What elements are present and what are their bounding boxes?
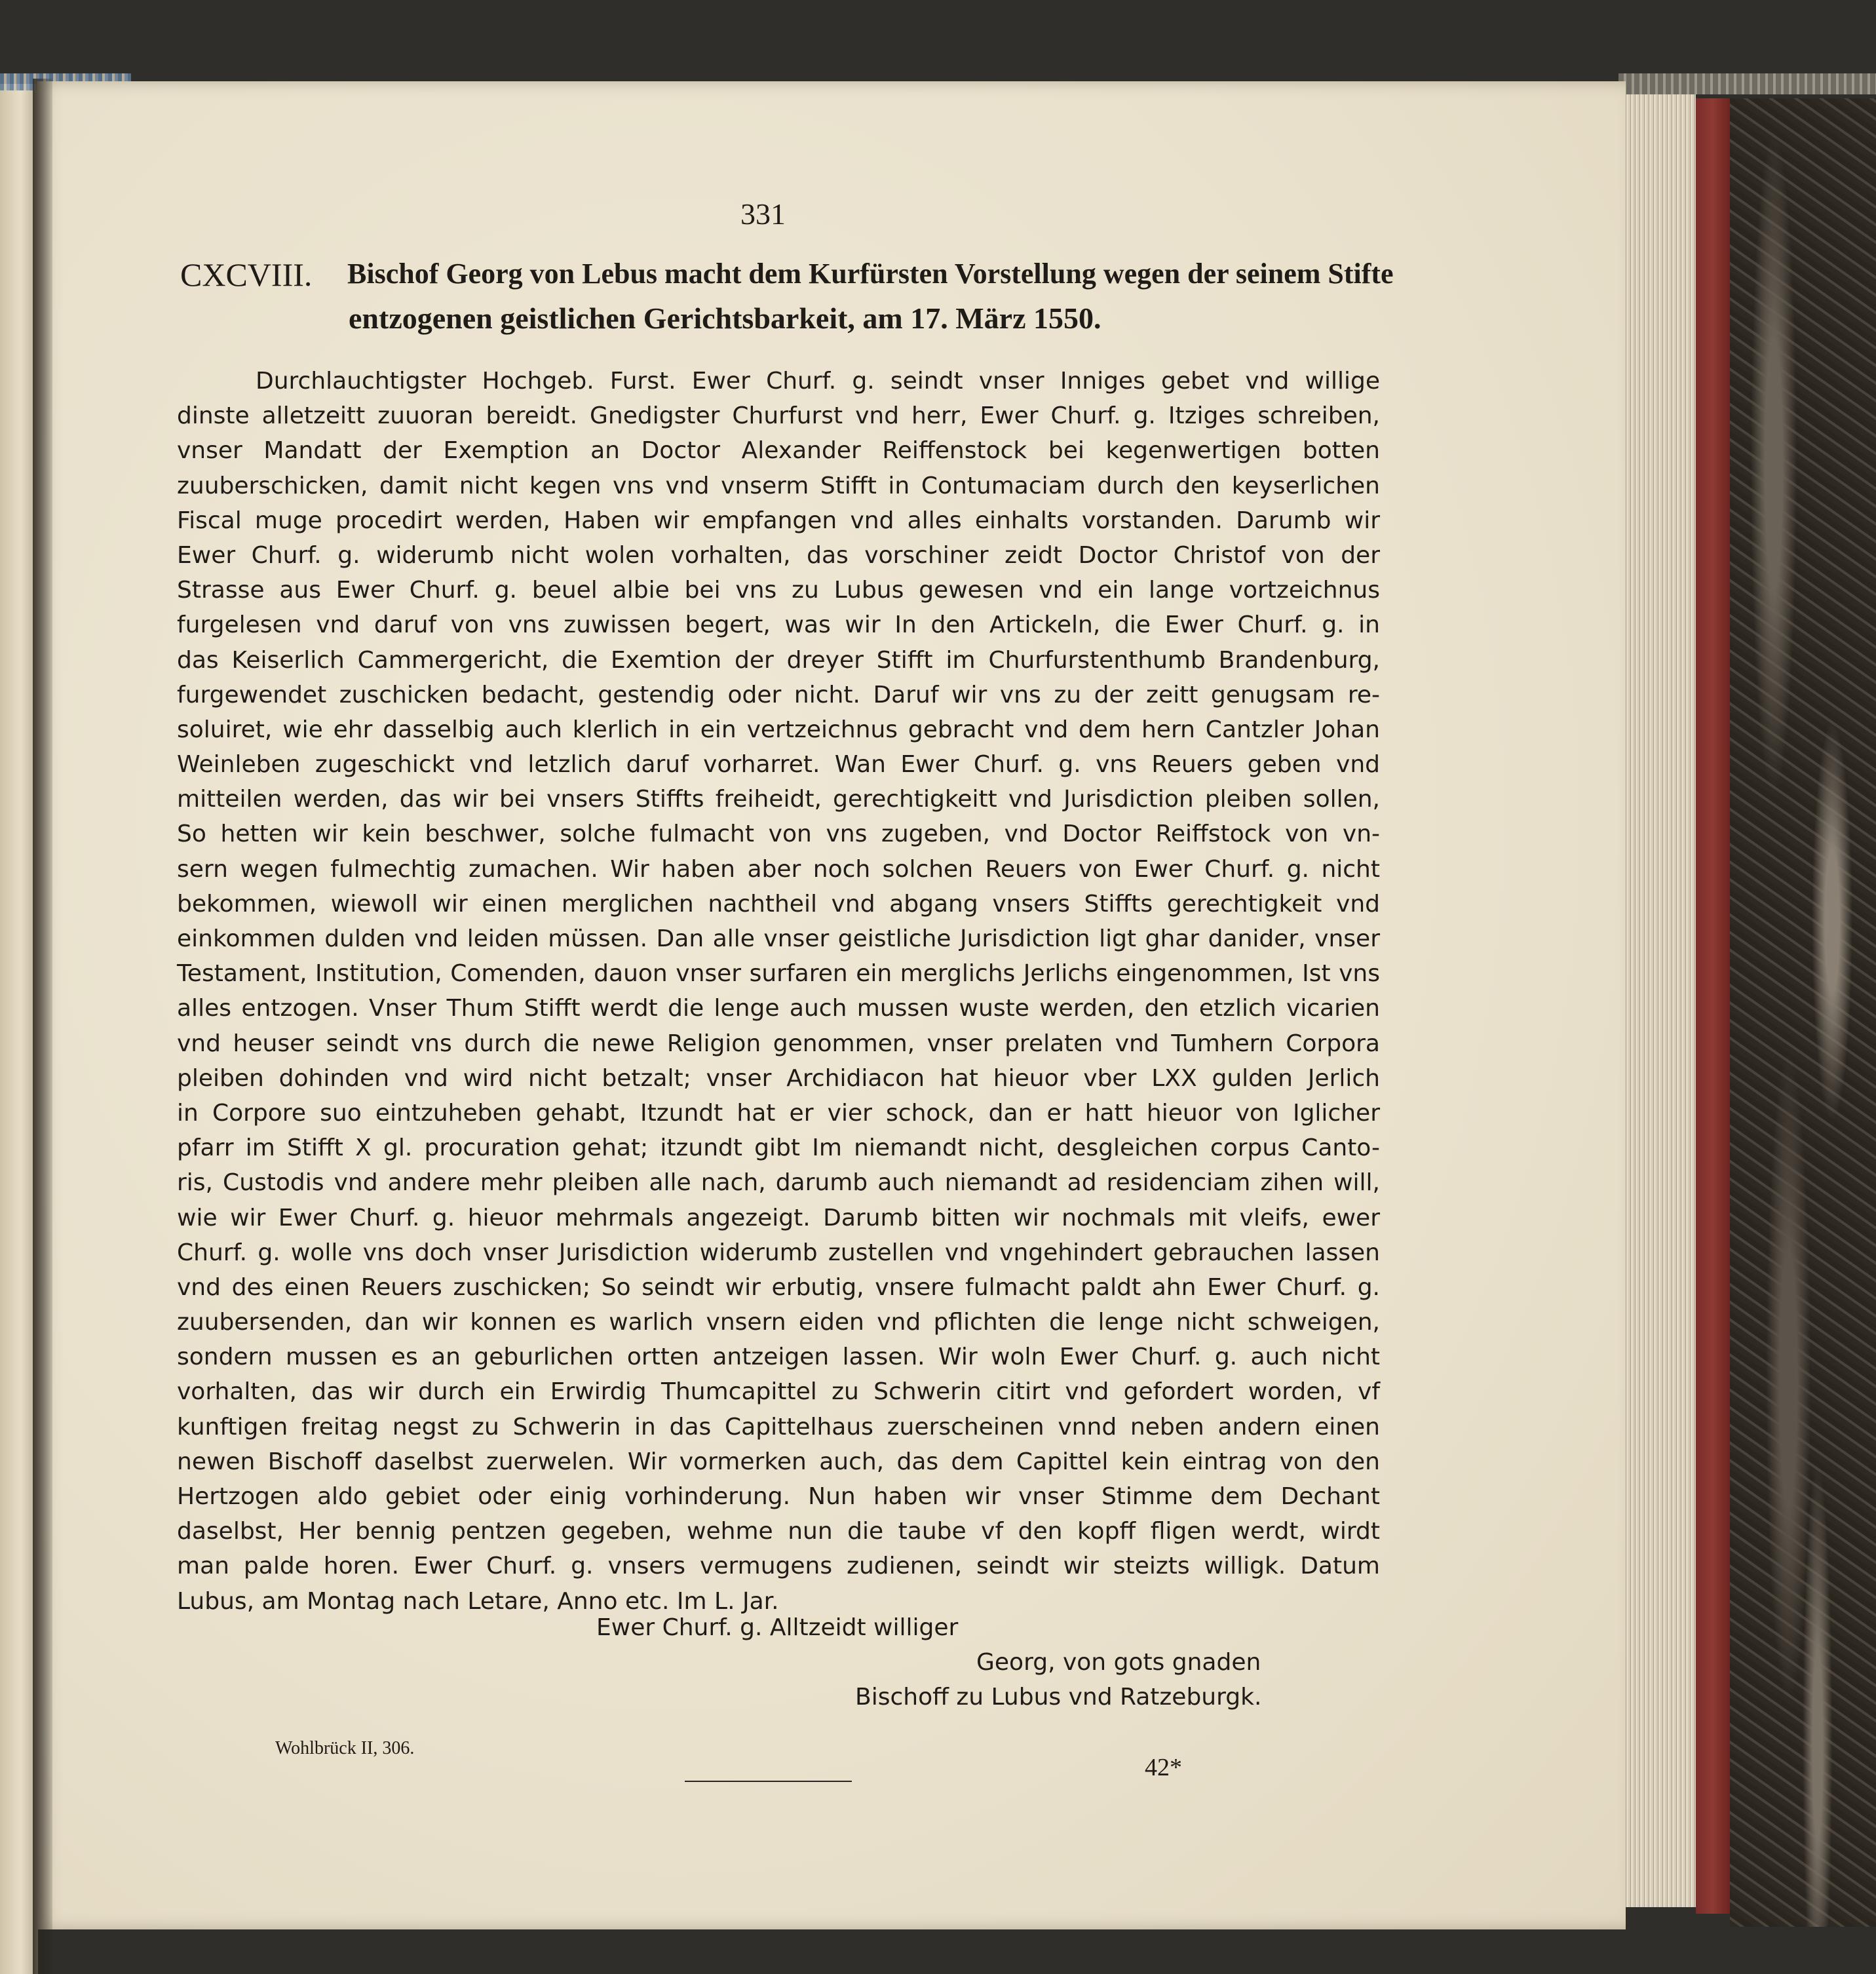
text-line: So hetten wir kein beschwer, solche fulmacht von vns zugeben, vnd Doctor Reiffstock von vn- (177, 821, 1380, 848)
text-line: alles entzogen. Vnser Thum Stifft werdt die lenge auch mussen wuste werden, den etzlich vicarien (177, 995, 1380, 1022)
text-line: Weinleben zugeschickt vnd letzlich daruf vorharret. Wan Ewer Churf. g. vns Reuers geben vnd (177, 751, 1380, 779)
text-line: pleiben dohinden vnd wird nicht betzalt; vnser Archidiacon hat hieuor vber LXX gulden Jerlich (177, 1064, 1380, 1092)
text-line: mitteilen werden, das wir bei vnsers Stiffts freiheidt, gerechtigkeitt vnd Jurisdiction pleiben sollen, (177, 786, 1380, 813)
text-line: ris, Custodis vnd andere mehr pleiben alle nach, darumb auch niemandt ad residenciam zihen will, (177, 1169, 1380, 1197)
text-line: zuubersenden, dan wir konnen es warlich vnsern eiden vnd pflichten die lenge nicht schweigen, (177, 1309, 1380, 1336)
text-line: bekommen, wiewoll wir einen merglichen nachtheil vnd abgang vnsers Stiffts gerechtigkeit vnd (177, 890, 1380, 918)
text-line: vnser Mandatt der Exemption an Doctor Alexander Reiffenstock bei kegenwertigen botten (177, 437, 1380, 465)
text-line: sondern mussen es an geburlichen ortten antzeigen lassen. Wir woln Ewer Churf. g. auch nicht (177, 1344, 1380, 1371)
text-line: soluiret, wie ehr dasselbig auch klerlich in ein vertzeichnus gebracht vnd dem hern Cantzler Johan (177, 716, 1380, 743)
text-line: Testament, Institution, Comenden, dauon vnser surfaren ein merglichs Jerlichs eingenommen, Ist vns (177, 960, 1380, 988)
page-edges (1624, 92, 1696, 1907)
signer-name: Georg, von gots gnaden (976, 1649, 1261, 1676)
marbled-cover-board (1730, 98, 1876, 1927)
letter-closing: Ewer Churf. g. Alltzeidt williger (596, 1614, 959, 1641)
text-line: einkommen dulden vnd leiden müssen. Dan alle vnser geistliche Jurisdiction ligt ghar danider, vnser (177, 925, 1380, 952)
heading-line: Bischof Georg von Lebus macht dem Kurfürsten Vorstellung wegen der seinem Stifte (347, 258, 1394, 290)
text-line: furgewendet zuschicken bedacht, gestendig oder nicht. Daruf wir vns zu der zeitt genugsam re- (177, 681, 1380, 708)
cover-edge-strip (1618, 73, 1876, 94)
heading-line: entzogenen geistlichen Gerichtsbarkeit, am 17. März 1550. (349, 301, 1101, 335)
text-line: Fiscal muge procedirt werden, Haben wir empfangen vnd alles einhalts vorstanden. Darumb wir (177, 507, 1380, 534)
text-line: das Keiserlich Cammergericht, die Exemtion der dreyer Stifft im Churfurstenthumb Brandenburg, (177, 646, 1380, 674)
text-line: furgelesen vnd daruf von vns zuwissen begert, was wir In den Artickeln, die Ewer Churf. g. in (177, 611, 1380, 639)
text-line: vnd des einen Reuers zuschicken; So seindt wir erbutig, vnsere fulmacht paldt ahn Ewer Churf. g. (177, 1273, 1380, 1301)
text-line: in Corpore suo eintzuheben gehabt, Itzundt hat er vier schock, dan er hatt hieuor von Iglicher (177, 1099, 1380, 1127)
source-footnote: Wohlbrück II, 306. (275, 1738, 415, 1758)
signature-mark: 42* (1145, 1754, 1182, 1781)
cover-cloth (1696, 98, 1730, 1914)
text-line: man palde horen. Ewer Churf. g. vnsers vermugens zudienen, seindt wir steizts willigk. Datum (177, 1553, 1380, 1580)
text-line: sern wegen fulmechtig zumachen. Wir haben aber noch solchen Reuers von Ewer Churf. g. nicht (177, 855, 1380, 883)
page-number: 331 (740, 197, 786, 231)
text-line: Strasse aus Ewer Churf. g. beuel albie bei vns zu Lubus gewesen vnd ein lange vortzeichnus (177, 577, 1380, 604)
signer-title: Bischoff zu Lubus vnd Ratzeburgk. (855, 1684, 1262, 1711)
text-line: Ewer Churf. g. widerumb nicht wolen vorhalten, das vorschiner zeidt Doctor Christof von der (177, 541, 1380, 569)
letter-body (177, 364, 1380, 1619)
text-line: Hertzogen aldo gebiet oder einig vorhinderung. Nun haben wir vnser Stimme dem Dechant (177, 1483, 1380, 1510)
text-line: kunftigen freitag negst zu Schwerin in das Capittelhaus zuerscheinen vnnd neben andern einen (177, 1413, 1380, 1441)
text-line: vorhalten, das wir durch ein Erwirdig Thumcapittel zu Schwerin citirt vnd gefordert worden, vf (177, 1378, 1380, 1406)
text-line: Lubus, am Montag nach Letare, Anno etc. Im L. Jar. (177, 1587, 779, 1615)
text-line: Churf. g. wolle vns doch vnser Jurisdiction widerumb zustellen vnd vngehindert gebrauchen lassen (177, 1239, 1380, 1266)
text-line: newen Bischoff daselbst zuerwelen. Wir vormerken auch, das dem Capittel kein eintrag von den (177, 1448, 1380, 1475)
text-line: wie wir Ewer Churf. g. hieuor mehrmals angezeigt. Darumb bitten wir nochmals mit vleifs, ewer (177, 1204, 1380, 1231)
text-line: Durchlauchtigster Hochgeb. Furst. Ewer Churf. g. seindt vnser Inniges gebet vnd willige (256, 368, 1380, 395)
text-line: vnd heuser seindt vns durch die newe Religion genommen, vnser prelaten vnd Tumhern Corpora (177, 1030, 1380, 1057)
text-line: daselbst, Her bennig pentzen gegeben, wehme nun die taube vf den kopff fligen werdt, wirdt (177, 1518, 1380, 1545)
spine-shadow (33, 79, 52, 1974)
text-line: dinste alletzeitt zuuoran bereidt. Gnedigster Churfurst vnd herr, Ewer Churf. g. Itziges schreiben, (177, 402, 1380, 430)
footnote-rule (685, 1781, 852, 1782)
document-number: CXCVIII. (180, 256, 313, 293)
text-line: zuuberschicken, damit nicht kegen vns vnd vnserm Stifft in Contumaciam durch den keyserlichen (177, 472, 1380, 499)
text-line: pfarr im Stifft X gl. procuration gehat; itzundt gibt Im niemandt nicht, desgleichen corpus Canto- (177, 1134, 1380, 1162)
